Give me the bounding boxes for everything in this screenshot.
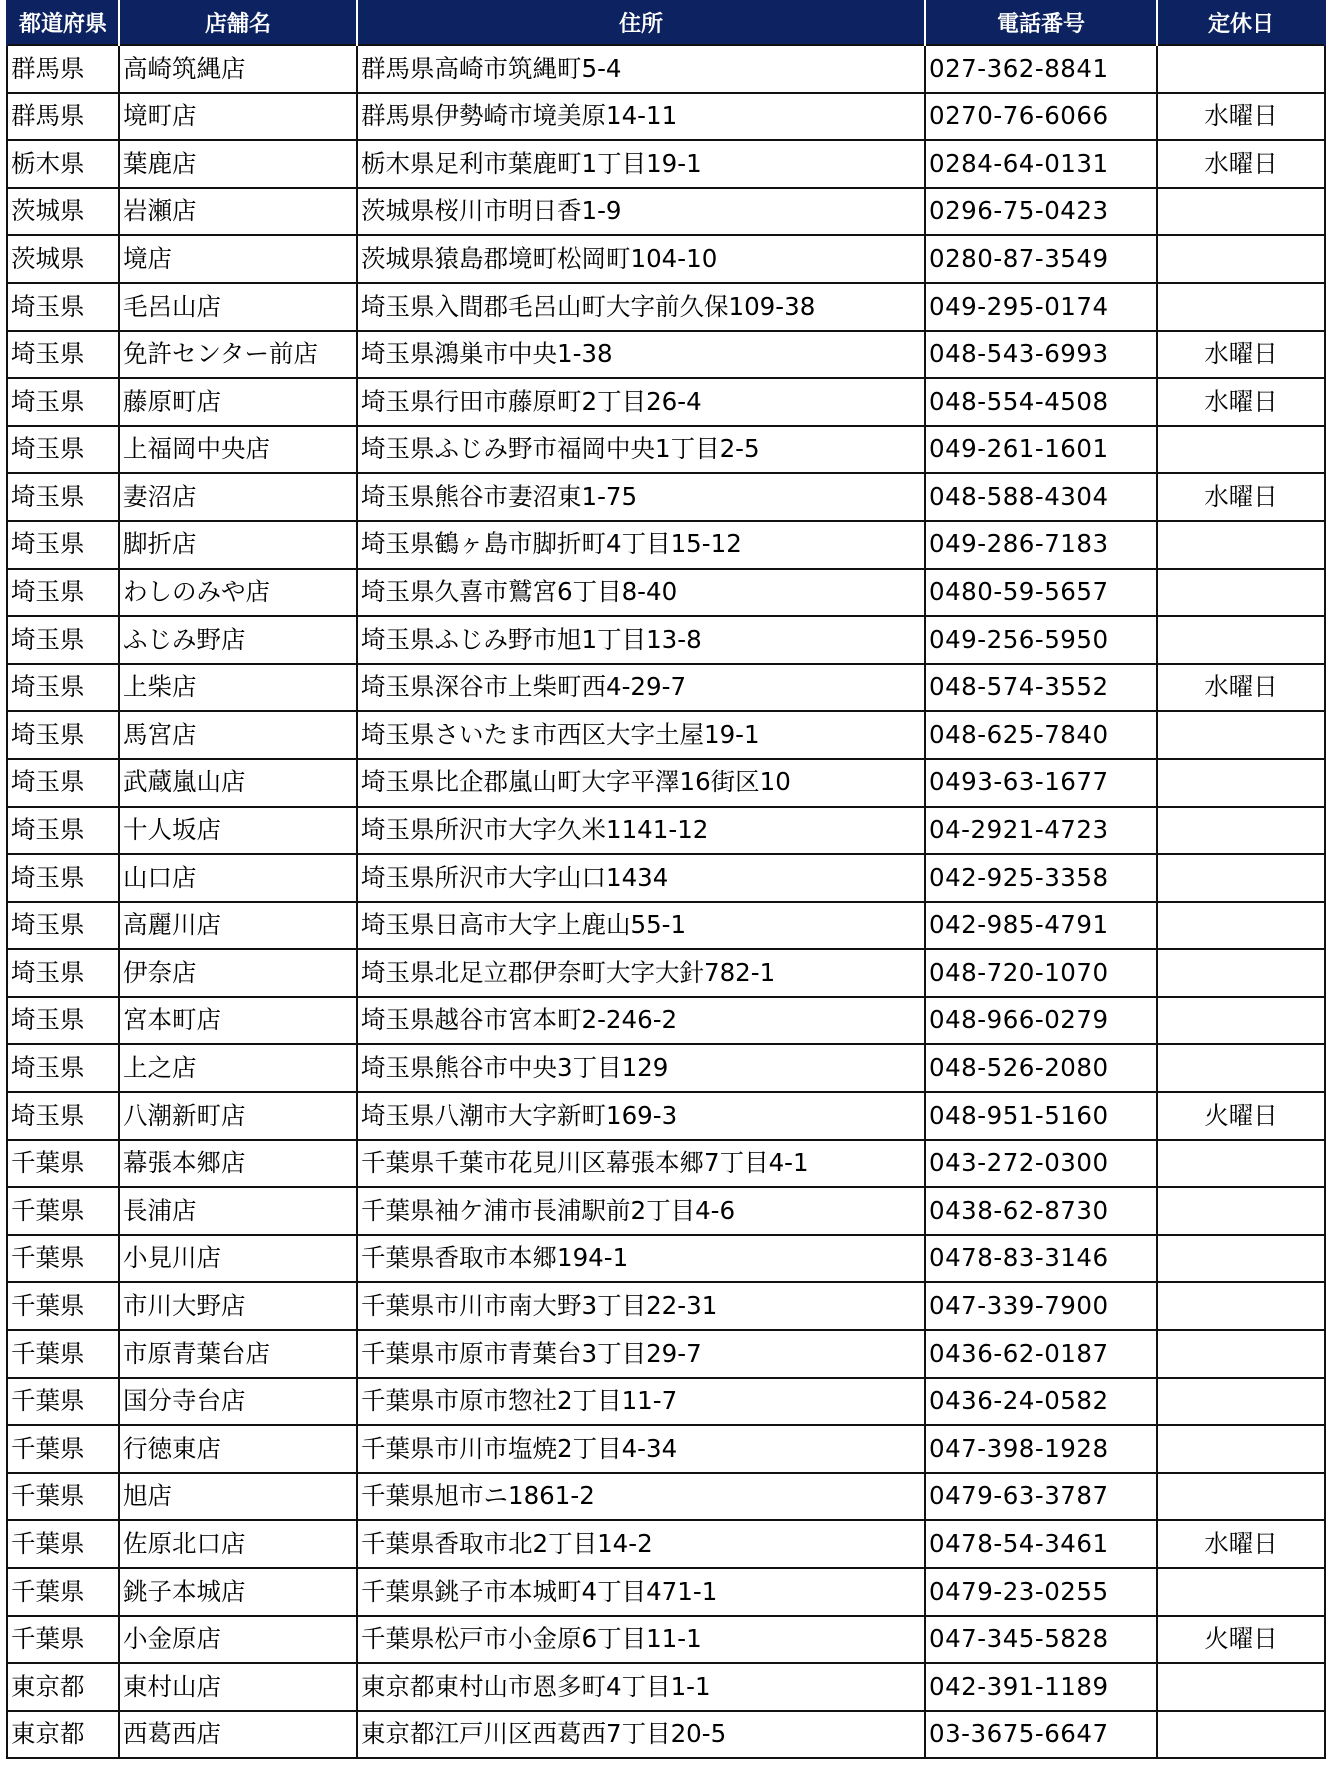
cell-store-name: 幕張本郷店 xyxy=(119,1140,357,1188)
table-row xyxy=(7,473,1325,521)
table-row xyxy=(7,331,1325,379)
cell-holiday xyxy=(1157,854,1325,902)
table-row xyxy=(7,1282,1325,1330)
cell-store-name: 市原青葉台店 xyxy=(119,1330,357,1378)
cell-phone: 049-261-1601 xyxy=(925,426,1157,474)
cell-phone: 0438-62-8730 xyxy=(925,1187,1157,1235)
cell-prefecture: 埼玉県 xyxy=(7,1044,119,1092)
cell-store-name: 上之店 xyxy=(119,1044,357,1092)
cell-address: 千葉県香取市本郷194-1 xyxy=(357,1235,925,1283)
cell-address: 千葉県香取市北2丁目14-2 xyxy=(357,1520,925,1568)
cell-phone: 0479-63-3787 xyxy=(925,1473,1157,1521)
cell-phone: 048-588-4304 xyxy=(925,473,1157,521)
cell-prefecture: 埼玉県 xyxy=(7,664,119,712)
table-header xyxy=(7,0,1325,45)
cell-address: 埼玉県所沢市大字山口1434 xyxy=(357,854,925,902)
table-row xyxy=(7,1711,1325,1759)
cell-prefecture: 東京都 xyxy=(7,1663,119,1711)
table-row xyxy=(7,1568,1325,1616)
cell-phone: 042-391-1189 xyxy=(925,1663,1157,1711)
cell-holiday xyxy=(1157,1425,1325,1473)
cell-store-name: 岩瀬店 xyxy=(119,188,357,236)
cell-prefecture: 千葉県 xyxy=(7,1282,119,1330)
cell-phone: 0280-87-3549 xyxy=(925,235,1157,283)
cell-holiday xyxy=(1157,1282,1325,1330)
store-list-table xyxy=(6,0,1326,1759)
cell-phone: 047-345-5828 xyxy=(925,1616,1157,1664)
cell-phone: 0270-76-6066 xyxy=(925,93,1157,141)
cell-holiday xyxy=(1157,283,1325,331)
header-store-name: 店舗名 xyxy=(119,0,357,45)
cell-phone: 04-2921-4723 xyxy=(925,807,1157,855)
cell-prefecture: 千葉県 xyxy=(7,1473,119,1521)
cell-holiday xyxy=(1157,188,1325,236)
cell-phone: 047-339-7900 xyxy=(925,1282,1157,1330)
cell-prefecture: 埼玉県 xyxy=(7,473,119,521)
cell-phone: 048-543-6993 xyxy=(925,331,1157,379)
cell-prefecture: 群馬県 xyxy=(7,45,119,93)
cell-address: 埼玉県入間郡毛呂山町大字前久保109-38 xyxy=(357,283,925,331)
cell-address: 千葉県銚子市本城町4丁目471-1 xyxy=(357,1568,925,1616)
cell-store-name: 藤原町店 xyxy=(119,378,357,426)
cell-phone: 043-272-0300 xyxy=(925,1140,1157,1188)
cell-address: 千葉県市原市青葉台3丁目29-7 xyxy=(357,1330,925,1378)
table-row xyxy=(7,1092,1325,1140)
table-row xyxy=(7,902,1325,950)
cell-prefecture: 埼玉県 xyxy=(7,283,119,331)
cell-prefecture: 埼玉県 xyxy=(7,854,119,902)
cell-prefecture: 埼玉県 xyxy=(7,426,119,474)
cell-phone: 0436-24-0582 xyxy=(925,1378,1157,1426)
cell-holiday xyxy=(1157,759,1325,807)
cell-holiday xyxy=(1157,1663,1325,1711)
cell-prefecture: 千葉県 xyxy=(7,1378,119,1426)
table-row xyxy=(7,378,1325,426)
cell-prefecture: 東京都 xyxy=(7,1711,119,1759)
cell-prefecture: 埼玉県 xyxy=(7,759,119,807)
cell-address: 千葉県市川市南大野3丁目22-31 xyxy=(357,1282,925,1330)
cell-holiday xyxy=(1157,1044,1325,1092)
table-row xyxy=(7,711,1325,759)
cell-phone: 03-3675-6647 xyxy=(925,1711,1157,1759)
cell-store-name: 宮本町店 xyxy=(119,997,357,1045)
cell-phone: 0284-64-0131 xyxy=(925,140,1157,188)
cell-holiday: 水曜日 xyxy=(1157,664,1325,712)
cell-holiday: 火曜日 xyxy=(1157,1092,1325,1140)
cell-holiday xyxy=(1157,1378,1325,1426)
cell-prefecture: 埼玉県 xyxy=(7,616,119,664)
cell-prefecture: 埼玉県 xyxy=(7,949,119,997)
cell-address: 千葉県松戸市小金原6丁目11-1 xyxy=(357,1616,925,1664)
cell-holiday xyxy=(1157,1568,1325,1616)
cell-prefecture: 埼玉県 xyxy=(7,521,119,569)
cell-address: 埼玉県ふじみ野市旭1丁目13-8 xyxy=(357,616,925,664)
cell-phone: 042-985-4791 xyxy=(925,902,1157,950)
cell-store-name: 銚子本城店 xyxy=(119,1568,357,1616)
cell-prefecture: 埼玉県 xyxy=(7,997,119,1045)
cell-address: 埼玉県さいたま市西区大字土屋19-1 xyxy=(357,711,925,759)
cell-address: 埼玉県深谷市上柴町西4-29-7 xyxy=(357,664,925,712)
cell-address: 埼玉県鴻巣市中央1-38 xyxy=(357,331,925,379)
cell-store-name: 八潮新町店 xyxy=(119,1092,357,1140)
table-row xyxy=(7,1378,1325,1426)
table-row xyxy=(7,1330,1325,1378)
table-row xyxy=(7,854,1325,902)
table-row xyxy=(7,1425,1325,1473)
table-row xyxy=(7,616,1325,664)
cell-holiday xyxy=(1157,1140,1325,1188)
table-row xyxy=(7,1520,1325,1568)
cell-store-name: 行徳東店 xyxy=(119,1425,357,1473)
table-row xyxy=(7,569,1325,617)
cell-prefecture: 茨城県 xyxy=(7,188,119,236)
table-row xyxy=(7,140,1325,188)
header-phone: 電話番号 xyxy=(925,0,1157,45)
cell-store-name: 高崎筑縄店 xyxy=(119,45,357,93)
cell-store-name: 小金原店 xyxy=(119,1616,357,1664)
cell-address: 茨城県猿島郡境町松岡町104-10 xyxy=(357,235,925,283)
cell-holiday: 火曜日 xyxy=(1157,1616,1325,1664)
cell-phone: 047-398-1928 xyxy=(925,1425,1157,1473)
cell-prefecture: 群馬県 xyxy=(7,93,119,141)
cell-store-name: 高麗川店 xyxy=(119,902,357,950)
cell-holiday xyxy=(1157,949,1325,997)
cell-prefecture: 千葉県 xyxy=(7,1425,119,1473)
cell-phone: 048-966-0279 xyxy=(925,997,1157,1045)
cell-phone: 049-295-0174 xyxy=(925,283,1157,331)
cell-store-name: 小見川店 xyxy=(119,1235,357,1283)
cell-holiday: 水曜日 xyxy=(1157,473,1325,521)
cell-holiday xyxy=(1157,45,1325,93)
cell-prefecture: 埼玉県 xyxy=(7,378,119,426)
cell-prefecture: 埼玉県 xyxy=(7,331,119,379)
cell-store-name: 旭店 xyxy=(119,1473,357,1521)
cell-store-name: 国分寺台店 xyxy=(119,1378,357,1426)
cell-address: 埼玉県熊谷市中央3丁目129 xyxy=(357,1044,925,1092)
cell-holiday xyxy=(1157,997,1325,1045)
table-row xyxy=(7,1473,1325,1521)
cell-phone: 048-951-5160 xyxy=(925,1092,1157,1140)
cell-store-name: 上柴店 xyxy=(119,664,357,712)
table-row xyxy=(7,426,1325,474)
cell-holiday xyxy=(1157,426,1325,474)
cell-store-name: 上福岡中央店 xyxy=(119,426,357,474)
cell-prefecture: 千葉県 xyxy=(7,1616,119,1664)
cell-prefecture: 千葉県 xyxy=(7,1235,119,1283)
cell-holiday xyxy=(1157,711,1325,759)
cell-prefecture: 埼玉県 xyxy=(7,569,119,617)
header-prefecture: 都道府県 xyxy=(7,0,119,45)
cell-store-name: 西葛西店 xyxy=(119,1711,357,1759)
table-row xyxy=(7,664,1325,712)
cell-phone: 049-256-5950 xyxy=(925,616,1157,664)
cell-phone: 0478-83-3146 xyxy=(925,1235,1157,1283)
cell-prefecture: 埼玉県 xyxy=(7,902,119,950)
cell-prefecture: 埼玉県 xyxy=(7,807,119,855)
cell-prefecture: 千葉県 xyxy=(7,1330,119,1378)
cell-phone: 0480-59-5657 xyxy=(925,569,1157,617)
cell-holiday xyxy=(1157,616,1325,664)
table-row xyxy=(7,283,1325,331)
cell-address: 東京都江戸川区西葛西7丁目20-5 xyxy=(357,1711,925,1759)
cell-phone: 048-574-3552 xyxy=(925,664,1157,712)
cell-holiday xyxy=(1157,569,1325,617)
cell-store-name: 免許センター前店 xyxy=(119,331,357,379)
cell-holiday xyxy=(1157,235,1325,283)
cell-address: 群馬県伊勢崎市境美原14-11 xyxy=(357,93,925,141)
cell-phone: 0478-54-3461 xyxy=(925,1520,1157,1568)
cell-store-name: 馬宮店 xyxy=(119,711,357,759)
cell-store-name: 市川大野店 xyxy=(119,1282,357,1330)
cell-address: 埼玉県久喜市鷲宮6丁目8-40 xyxy=(357,569,925,617)
cell-address: 東京都東村山市恩多町4丁目1-1 xyxy=(357,1663,925,1711)
cell-holiday: 水曜日 xyxy=(1157,93,1325,141)
cell-prefecture: 千葉県 xyxy=(7,1568,119,1616)
cell-store-name: 佐原北口店 xyxy=(119,1520,357,1568)
cell-store-name: 十人坂店 xyxy=(119,807,357,855)
cell-prefecture: 千葉県 xyxy=(7,1187,119,1235)
cell-holiday: 水曜日 xyxy=(1157,331,1325,379)
cell-phone: 0436-62-0187 xyxy=(925,1330,1157,1378)
cell-address: 埼玉県八潮市大字新町169-3 xyxy=(357,1092,925,1140)
cell-store-name: 武蔵嵐山店 xyxy=(119,759,357,807)
cell-address: 群馬県高崎市筑縄町5-4 xyxy=(357,45,925,93)
cell-address: 千葉県市川市塩焼2丁目4-34 xyxy=(357,1425,925,1473)
header-holiday: 定休日 xyxy=(1157,0,1325,45)
cell-store-name: 葉鹿店 xyxy=(119,140,357,188)
cell-phone: 027-362-8841 xyxy=(925,45,1157,93)
cell-prefecture: 埼玉県 xyxy=(7,1092,119,1140)
cell-prefecture: 千葉県 xyxy=(7,1140,119,1188)
cell-phone: 048-554-4508 xyxy=(925,378,1157,426)
cell-address: 埼玉県所沢市大字久米1141-12 xyxy=(357,807,925,855)
cell-holiday xyxy=(1157,1187,1325,1235)
cell-address: 千葉県袖ケ浦市長浦駅前2丁目4-6 xyxy=(357,1187,925,1235)
table-row xyxy=(7,759,1325,807)
cell-phone: 0479-23-0255 xyxy=(925,1568,1157,1616)
cell-store-name: 山口店 xyxy=(119,854,357,902)
cell-phone: 0493-63-1677 xyxy=(925,759,1157,807)
table-row xyxy=(7,1235,1325,1283)
table-row xyxy=(7,235,1325,283)
table-row xyxy=(7,807,1325,855)
cell-holiday xyxy=(1157,1330,1325,1378)
header-row xyxy=(7,0,1325,45)
cell-phone: 048-720-1070 xyxy=(925,949,1157,997)
cell-holiday xyxy=(1157,1473,1325,1521)
cell-address: 茨城県桜川市明日香1-9 xyxy=(357,188,925,236)
cell-address: 埼玉県北足立郡伊奈町大字大針782-1 xyxy=(357,949,925,997)
table-row xyxy=(7,949,1325,997)
table-row xyxy=(7,521,1325,569)
cell-address: 栃木県足利市葉鹿町1丁目19-1 xyxy=(357,140,925,188)
table-row xyxy=(7,1187,1325,1235)
cell-holiday: 水曜日 xyxy=(1157,1520,1325,1568)
cell-address: 埼玉県ふじみ野市福岡中央1丁目2-5 xyxy=(357,426,925,474)
store-list-table-wrapper xyxy=(6,0,1324,1759)
cell-address: 埼玉県比企郡嵐山町大字平澤16街区10 xyxy=(357,759,925,807)
cell-store-name: 毛呂山店 xyxy=(119,283,357,331)
table-body xyxy=(7,45,1325,1758)
table-row xyxy=(7,997,1325,1045)
cell-holiday xyxy=(1157,807,1325,855)
table-row xyxy=(7,1616,1325,1664)
header-address: 住所 xyxy=(357,0,925,45)
cell-holiday xyxy=(1157,1235,1325,1283)
cell-prefecture: 栃木県 xyxy=(7,140,119,188)
cell-phone: 042-925-3358 xyxy=(925,854,1157,902)
cell-store-name: 伊奈店 xyxy=(119,949,357,997)
table-row xyxy=(7,93,1325,141)
cell-address: 埼玉県行田市藤原町2丁目26-4 xyxy=(357,378,925,426)
table-row xyxy=(7,45,1325,93)
cell-store-name: ふじみ野店 xyxy=(119,616,357,664)
table-row xyxy=(7,1140,1325,1188)
cell-holiday xyxy=(1157,902,1325,950)
cell-store-name: 妻沼店 xyxy=(119,473,357,521)
cell-address: 埼玉県越谷市宮本町2-246-2 xyxy=(357,997,925,1045)
cell-prefecture: 埼玉県 xyxy=(7,711,119,759)
table-row xyxy=(7,1044,1325,1092)
cell-phone: 049-286-7183 xyxy=(925,521,1157,569)
cell-phone: 0296-75-0423 xyxy=(925,188,1157,236)
cell-holiday: 水曜日 xyxy=(1157,140,1325,188)
cell-store-name: 境店 xyxy=(119,235,357,283)
cell-address: 埼玉県鶴ヶ島市脚折町4丁目15-12 xyxy=(357,521,925,569)
table-row xyxy=(7,1663,1325,1711)
cell-prefecture: 千葉県 xyxy=(7,1520,119,1568)
cell-prefecture: 茨城県 xyxy=(7,235,119,283)
cell-address: 千葉県千葉市花見川区幕張本郷7丁目4-1 xyxy=(357,1140,925,1188)
table-row xyxy=(7,188,1325,236)
cell-phone: 048-625-7840 xyxy=(925,711,1157,759)
cell-store-name: わしのみや店 xyxy=(119,569,357,617)
cell-holiday: 水曜日 xyxy=(1157,378,1325,426)
cell-address: 埼玉県熊谷市妻沼東1-75 xyxy=(357,473,925,521)
cell-holiday xyxy=(1157,521,1325,569)
cell-address: 埼玉県日高市大字上鹿山55-1 xyxy=(357,902,925,950)
cell-store-name: 東村山店 xyxy=(119,1663,357,1711)
cell-holiday xyxy=(1157,1711,1325,1759)
cell-store-name: 境町店 xyxy=(119,93,357,141)
cell-store-name: 長浦店 xyxy=(119,1187,357,1235)
cell-address: 千葉県市原市惣社2丁目11-7 xyxy=(357,1378,925,1426)
cell-phone: 048-526-2080 xyxy=(925,1044,1157,1092)
cell-store-name: 脚折店 xyxy=(119,521,357,569)
cell-address: 千葉県旭市ニ1861-2 xyxy=(357,1473,925,1521)
